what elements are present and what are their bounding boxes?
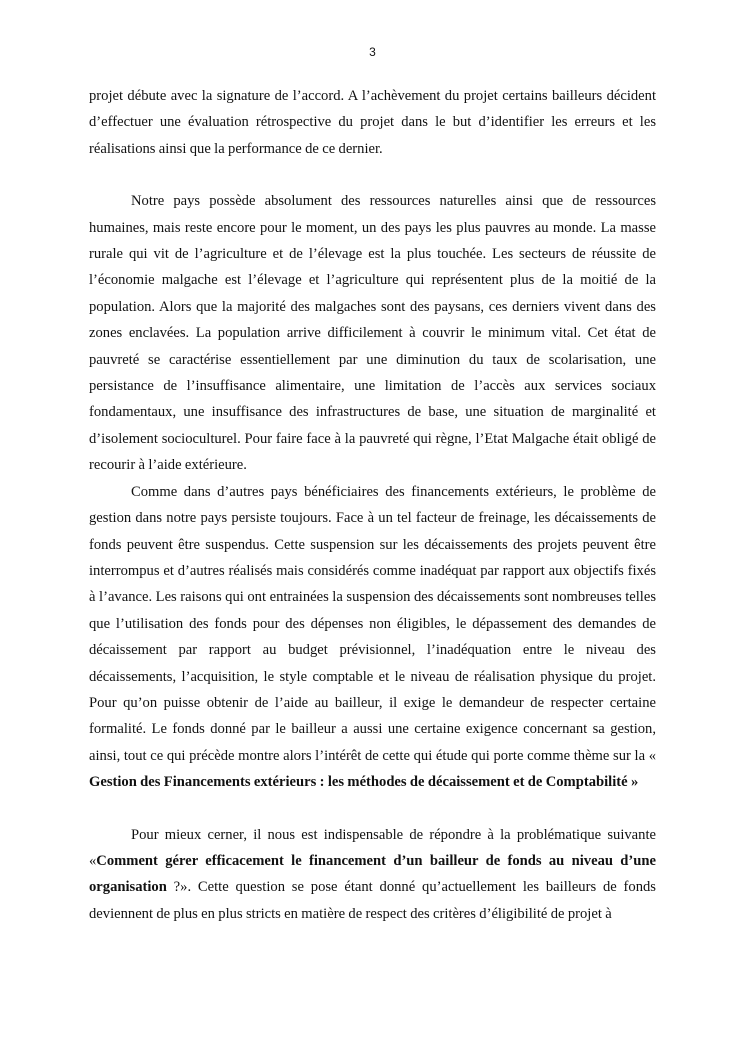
research-question: Comment gérer efficacement le financement d’un bailleur de fonds au niveau d’une organisation	[89, 852, 656, 896]
page-number: 3	[369, 45, 376, 59]
research-question-lead: Pour mieux cerner, il nous est indispensable de répondre à la problématique suivante «	[89, 826, 656, 869]
document-body	[89, 83, 656, 927]
paragraph-national-context: Notre pays possède absolument des ressources naturelles ainsi que de ressources humaines, mais reste encore pour le moment, un des pays les plus pauvres au monde. La masse rurale qui vit de l’agriculture et de l’élevage est la plus touchée. Les secteurs de réussite de l’économie malgache est l’élevage et l’agriculture qui représentent plus de la moitié de la population. Alors que la majorité des malgaches sont des paysans, ces derniers vivent dans des zones enclavées. La population arrive difficilement à couvrir le minimum vital. Cet état de pauvreté se caractérise essentiellement par une diminution du taux de scolarisation, une persistance de l’insuffisance alimentaire, une limitation de l’accès aux services sociaux fondamentaux, une insuffisance des infrastructures de base, une situation de marginalité et d’isolement socioculturel. Pour faire face à la pauvreté qui règne, l’Etat Malgache était obligé de recourir à l’aide extérieure.	[89, 193, 656, 474]
research-question-tail: ?». Cette question se pose étant donné qu’actuellement les bailleurs de fonds deviennent de plus en plus stricts en matière de respect des critères d’éligibilité de projet à	[89, 879, 656, 922]
paragraph-project-evaluation: projet débute avec la signature de l’accord. A l’achèvement du projet certains bailleurs décident d’effectuer une évaluation rétrospective du projet dans le but d’identifier les erreurs et les réalisations ainsi que la performance de ce dernier.	[89, 88, 656, 157]
paragraph-disbursement-text: Comme dans d’autres pays bénéficiaires des financements extérieurs, le problème de gestion dans notre pays persiste toujours. Face à un tel facteur de freinage, les décaissements de fonds peuvent être suspendus. Cette suspension sur les décaissements des projets peuvent être interrompus et d’autres réalisés mais considérés comme inadéquat par rapport aux objectifs fixés à l’avance. Les raisons qui ont entrainées la suspension des décaissements sont nombreuses telles que l’utilisation des fonds pour des dépenses non éligibles, le dépassement des demandes de décaissement par rapport au budget prévisionnel, l’inadéquation entre le niveau des décaissements, l’acquisition, le style comptable et le niveau de réalisation physique du projet. Pour qu’on puisse obtenir de l’aide au bailleur, il exige le demandeur de respecter certaine formalité. Le fonds donné par le bailleur a aussi une certaine exigence concernant sa gestion, ainsi, tout ce qui précède montre alors l’intérêt de cette qui étude qui porte comme thème sur la «	[89, 483, 656, 764]
study-theme-title: Gestion des Financements extérieurs : les méthodes de décaissement et de Comptabilité »	[89, 774, 639, 791]
paragraph-disbursement-problem	[89, 479, 656, 796]
paragraph-research-question	[89, 822, 656, 928]
